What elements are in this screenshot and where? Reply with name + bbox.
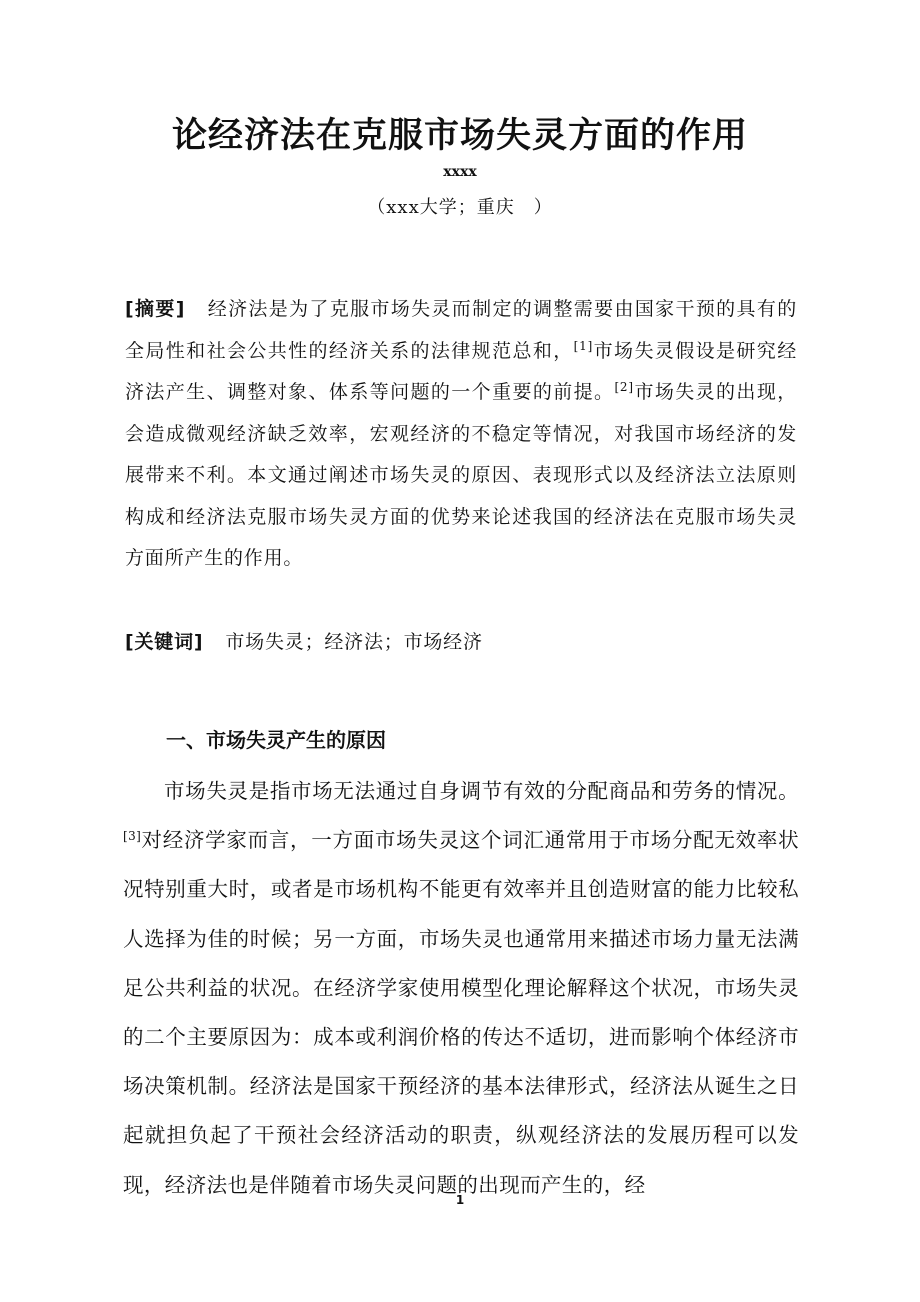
abstract-label: [摘要] bbox=[125, 298, 186, 320]
author-affiliation: （xxx大学；重庆 ） bbox=[367, 197, 553, 218]
body-text: 对经济学家而言，一方面市场失灵这个词汇通常用于市场分配无效率状况特别重大时，或者是市场机构不能更有效率并且创造财富的能力比较私人选择为佳的时候；另一方面，市场失灵也通常用来描述市场力量无法满足公共利益的状况。在经济学家使用模型化理论解释这个状况，市场失灵的二个主要原因为：成本或利润价格的传达不适切，进而影响个体经济市场决策机制。经济法是国家干预经济的基本法律形式，经济法从诞生之日起就担负起了干预社会经济活动的职责，纵观经济法的发展历程可以发现，经济法也是伴随着市场失灵问题的出现而产生的，经 bbox=[123, 828, 799, 1197]
citation-ref: [3] bbox=[123, 829, 142, 844]
document-title: 论经济法在克服市场失灵方面的作用 bbox=[171, 116, 748, 156]
abstract-paragraph bbox=[125, 289, 797, 580]
section-heading: 一、市场失灵产生的原因 bbox=[166, 728, 386, 752]
citation-ref: [2] bbox=[614, 380, 634, 394]
body-text: 市场失灵是指市场无法通过自身调节有效的分配商品和劳务的情况。 bbox=[164, 779, 799, 803]
body-paragraph bbox=[123, 767, 799, 1210]
abstract-text: 经济法是为了克服市场失灵而制定的调整需要由国家干预的具有的全局性和社会公共性的经济关系的法律规范总和， bbox=[125, 298, 797, 362]
page-number: 1 bbox=[455, 1193, 465, 1207]
keywords-text: 市场失灵；经济法；市场经济 bbox=[225, 631, 483, 653]
citation-ref: [1] bbox=[573, 338, 594, 353]
keywords-line bbox=[125, 622, 797, 664]
abstract-text: 市场失灵假设是研究经济法产生、调整对象、体系等问题的一个重要的前提。 bbox=[125, 339, 797, 403]
keywords-label: [关键词] bbox=[125, 631, 204, 653]
author-name: xxxx bbox=[443, 164, 477, 180]
abstract-text: 市场失灵的出现，会造成微观经济缺乏效率，宏观经济的不稳定等情况，对我国市场经济的发展带来不利。本文通过阐述市场失灵的原因、表现形式以及经济法立法原则构成和经济法克服市场失灵方面的优势来论述我国的经济法在克服市场失灵方面所产生的作用。 bbox=[125, 381, 798, 569]
